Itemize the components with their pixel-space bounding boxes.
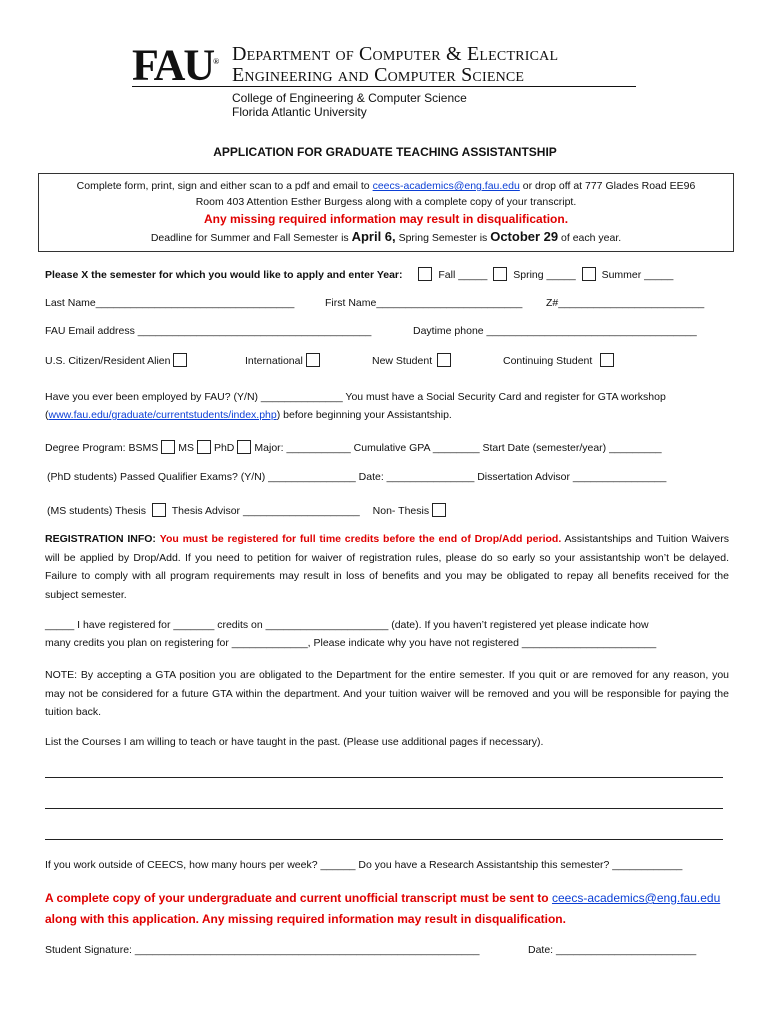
fau-logo — [132, 40, 219, 88]
ms-checkbox[interactable] — [197, 440, 211, 454]
instructions-text: or drop off at 777 Glades Road EE96 — [519, 180, 696, 192]
courses-line[interactable] — [45, 839, 723, 840]
instructions-line-1 — [39, 180, 733, 192]
transcript-text: A complete copy of your undergraduate and current unofficial transcript must be sent to — [45, 891, 552, 905]
registration-info — [45, 530, 729, 604]
daytime-phone-field[interactable]: Daytime phone ____________________________________ — [413, 325, 697, 337]
deadline-fall: April 6, — [351, 229, 396, 244]
deadline-text: Spring Semester is — [395, 232, 491, 244]
deadline-text: of each year. — [558, 232, 622, 244]
phd-students-line[interactable]: (PhD students) Passed Qualifier Exams? (Y/N) _______________ Date: _______________ Dissertation Advisor ________________ — [47, 471, 667, 483]
logo-text: FAU — [132, 40, 214, 90]
summer-checkbox[interactable] — [582, 267, 596, 281]
degree-label: Degree Program: BSMS — [45, 442, 159, 454]
form-title: APPLICATION FOR GRADUATE TEACHING ASSISTANTSHIP — [213, 145, 557, 159]
courses-prompt: List the Courses I am willing to teach or have taught in the past. (Please use additional pages if necessary). — [45, 736, 544, 748]
graduate-link[interactable]: www.fau.edu/graduate/currentstudents/index.php — [48, 409, 277, 421]
courses-line[interactable] — [45, 777, 723, 778]
work-hours-line[interactable]: If you work outside of CEECS, how many hours per week? ______ Do you have a Research Assistantship this semester? ____________ — [45, 859, 683, 871]
instructions-text: Complete form, print, sign and either scan to a pdf and email to — [76, 180, 373, 192]
fall-label: Fall _____ — [438, 269, 488, 281]
college-name: College of Engineering & Computer Science — [232, 91, 467, 105]
transcript-line-1 — [45, 888, 735, 909]
summer-label: Summer _____ — [601, 269, 674, 281]
international-label: International — [245, 355, 303, 367]
ms-students-row — [47, 503, 449, 517]
registration-warning: You must be registered for full time credits before the end of Drop/Add period. — [159, 533, 562, 545]
citizen-checkbox[interactable] — [173, 353, 187, 367]
fau-email-field[interactable]: FAU Email address ________________________________________ — [45, 325, 372, 337]
deadline-text: Deadline for Summer and Fall Semester is — [150, 232, 352, 244]
transcript-line-2: along with this application. Any missing required information may result in disqualification. — [45, 912, 566, 926]
semester-prompt: Please X the semester for which you would like to apply and enter Year: — [45, 269, 403, 281]
first-name-field[interactable]: First Name_________________________ — [325, 297, 523, 309]
gta-note: NOTE: By accepting a GTA position you are obligated to the Department for the entire semester. If you quit or are removed for any reason, you may not be considered for a future GTA within the department. And your tuition waiver will be removed and you will be responsible for paying the tuition back. — [45, 669, 729, 718]
workshop-text: ) before beginning your Assistantship. — [276, 409, 452, 421]
phd-checkbox[interactable] — [237, 440, 251, 454]
credits-line-1[interactable]: _____ I have registered for _______ credits on _____________________ (date). If you haven’t registered yet please indicate how — [45, 619, 649, 631]
department-name — [232, 44, 558, 86]
transcript-email-link[interactable]: ceecs-academics@eng.fau.edu — [551, 891, 721, 905]
spring-checkbox[interactable] — [493, 267, 507, 281]
ms-label: MS — [178, 442, 194, 454]
phd-label: PhD — [213, 442, 235, 454]
degree-details[interactable]: Major: ___________ Cumulative GPA ________ Start Date (semester/year) _________ — [254, 442, 662, 454]
deadline-line — [39, 229, 733, 244]
international-option — [245, 353, 323, 367]
logo-mark: ® — [213, 57, 220, 66]
signature-date-field[interactable]: Date: ________________________ — [528, 944, 697, 956]
workshop-line — [45, 409, 452, 421]
new-student-checkbox[interactable] — [437, 353, 451, 367]
courses-line[interactable] — [45, 808, 723, 809]
continuing-checkbox[interactable] — [600, 353, 614, 367]
instructions-box — [38, 173, 734, 252]
continuing-label: Continuing Student — [503, 355, 593, 367]
thesis-advisor-field[interactable]: Thesis Advisor ____________________ — [171, 505, 360, 517]
deadline-spring: October 29 — [490, 229, 559, 244]
signature-field[interactable]: Student Signature: ___________________________________________________________ — [45, 944, 480, 956]
paren: ( — [45, 409, 49, 421]
instructions-line-2: Room 403 Attention Esther Burgess along with a complete copy of your transcript. — [195, 196, 577, 208]
continuing-option — [503, 353, 617, 367]
registration-body: Assistantships and Tuition Waivers will be applied by Drop/Add. If you need to petition for waiver of registration rules, please do so early so your assistantship won’t be delayed. Failure to comply with all program requirements may result in loss of benefits and you may be obligated to repay all benefits received for the subject semester. — [45, 533, 729, 601]
thesis-label: (MS students) Thesis — [47, 505, 147, 517]
employment-question: Have you ever been employed by FAU? (Y/N) ______________ You must have a Social Security Card and register for GTA workshop — [45, 391, 666, 403]
bsms-checkbox[interactable] — [161, 440, 175, 454]
citizen-label: U.S. Citizen/Resident Alien — [45, 355, 171, 367]
thesis-checkbox[interactable] — [152, 503, 166, 517]
non-thesis-label: Non- Thesis — [372, 505, 430, 517]
college-block — [232, 91, 467, 119]
registration-label: REGISTRATION INFO: — [45, 533, 156, 545]
header-rule — [132, 86, 636, 87]
dept-line-2: Engineering and Computer Science — [232, 64, 525, 86]
last-name-field[interactable]: Last Name__________________________________ — [45, 297, 295, 309]
semester-row — [45, 267, 673, 281]
disqualification-warning: Any missing required information may result in disqualification. — [203, 212, 569, 226]
international-checkbox[interactable] — [306, 353, 320, 367]
spring-label: Spring _____ — [513, 269, 576, 281]
transcript-notice — [45, 888, 735, 930]
credits-line-2[interactable]: many credits you plan on registering for _____________, Please indicate why you have not registered _______________________ — [45, 637, 657, 649]
university-name: Florida Atlantic University — [232, 105, 367, 119]
citizen-option — [45, 353, 190, 367]
degree-row — [45, 440, 662, 454]
dept-line-1: Department of Computer & Electrical — [232, 43, 559, 65]
new-student-label: New Student — [372, 355, 433, 367]
non-thesis-checkbox[interactable] — [432, 503, 446, 517]
new-student-option — [372, 353, 454, 367]
email-link[interactable]: ceecs-academics@eng.fau.edu — [372, 180, 520, 192]
fall-checkbox[interactable] — [418, 267, 432, 281]
z-number-field[interactable]: Z#_________________________ — [546, 297, 705, 309]
